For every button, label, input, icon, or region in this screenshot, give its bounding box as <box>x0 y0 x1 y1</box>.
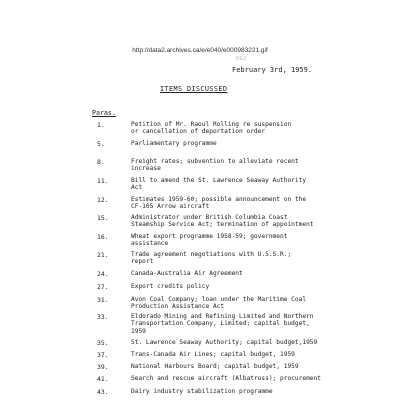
item-text: Wheat export programme 1958-59; government assistance <box>131 233 288 248</box>
item-text: Search and rescue aircraft (Albatross); procurement <box>131 375 321 382</box>
item-text: Avon Coal Company; loan under the Maritime Coal Production Assistance Act <box>131 296 307 311</box>
archive-stamp: RG2 <box>236 56 247 62</box>
item-number: 5. <box>97 140 105 148</box>
item-text: St. Lawrence Seaway Authority; capital budget,1959 <box>131 339 318 346</box>
item-text: Parliamentary programme <box>131 140 217 147</box>
document-date: February 3rd, 1959. <box>232 66 313 74</box>
item-number: 43. <box>97 388 109 396</box>
item-number: 21. <box>97 251 109 259</box>
item-text: Dairy industry stabilization programme <box>131 388 273 395</box>
item-text: Freight rates; subvention to alleviate recent increase <box>131 158 299 173</box>
item-text: Bill to amend the St. Lawrence Seaway Authority Act <box>131 177 307 192</box>
item-number: 16. <box>97 233 109 241</box>
item-number: 33. <box>97 313 109 321</box>
item-text: Estimates 1959-60; possible announcement on the CF-105 Arrow aircraft <box>131 196 307 211</box>
item-text: Eldorado Mining and Refining Limited and Northern Transportation Company, Limited; capital budget, 1959 <box>131 313 314 335</box>
paras-column-label: Paras. <box>92 109 116 117</box>
source-url: http://data2.archives.ca/e/e040/e000983221.gif <box>132 47 268 54</box>
item-text: Trans-Canada Air Lines; capital budget, 1959 <box>131 351 295 358</box>
item-number: 37. <box>97 351 109 359</box>
item-text: Canada-Australia Air Agreement <box>131 270 243 277</box>
item-text: Export credits policy <box>131 283 210 290</box>
item-text: National Harbours Board; capital budget, 1959 <box>131 363 299 370</box>
item-number: 41. <box>97 375 109 383</box>
item-text: Petition of Mr. Raoul Rolling re suspension or cancellation of deportation order <box>131 121 292 136</box>
item-text: Administrator under British Columbia Coast Steamship Service Act; termination of appointment <box>131 214 314 229</box>
item-text: Trade agreement negotiations with U.S.S.R.; report <box>131 251 292 266</box>
item-number: 24. <box>97 270 109 278</box>
document-heading: ITEMS DISCUSSED <box>160 85 228 93</box>
item-number: 27. <box>97 283 109 291</box>
item-number: 8. <box>97 158 105 166</box>
item-number: 15. <box>97 214 109 222</box>
item-number: 39. <box>97 363 109 371</box>
item-number: 11. <box>97 177 109 185</box>
item-number: 12. <box>97 196 109 204</box>
item-number: 1. <box>97 121 105 129</box>
item-number: 35. <box>97 339 109 347</box>
item-number: 31. <box>97 296 109 304</box>
